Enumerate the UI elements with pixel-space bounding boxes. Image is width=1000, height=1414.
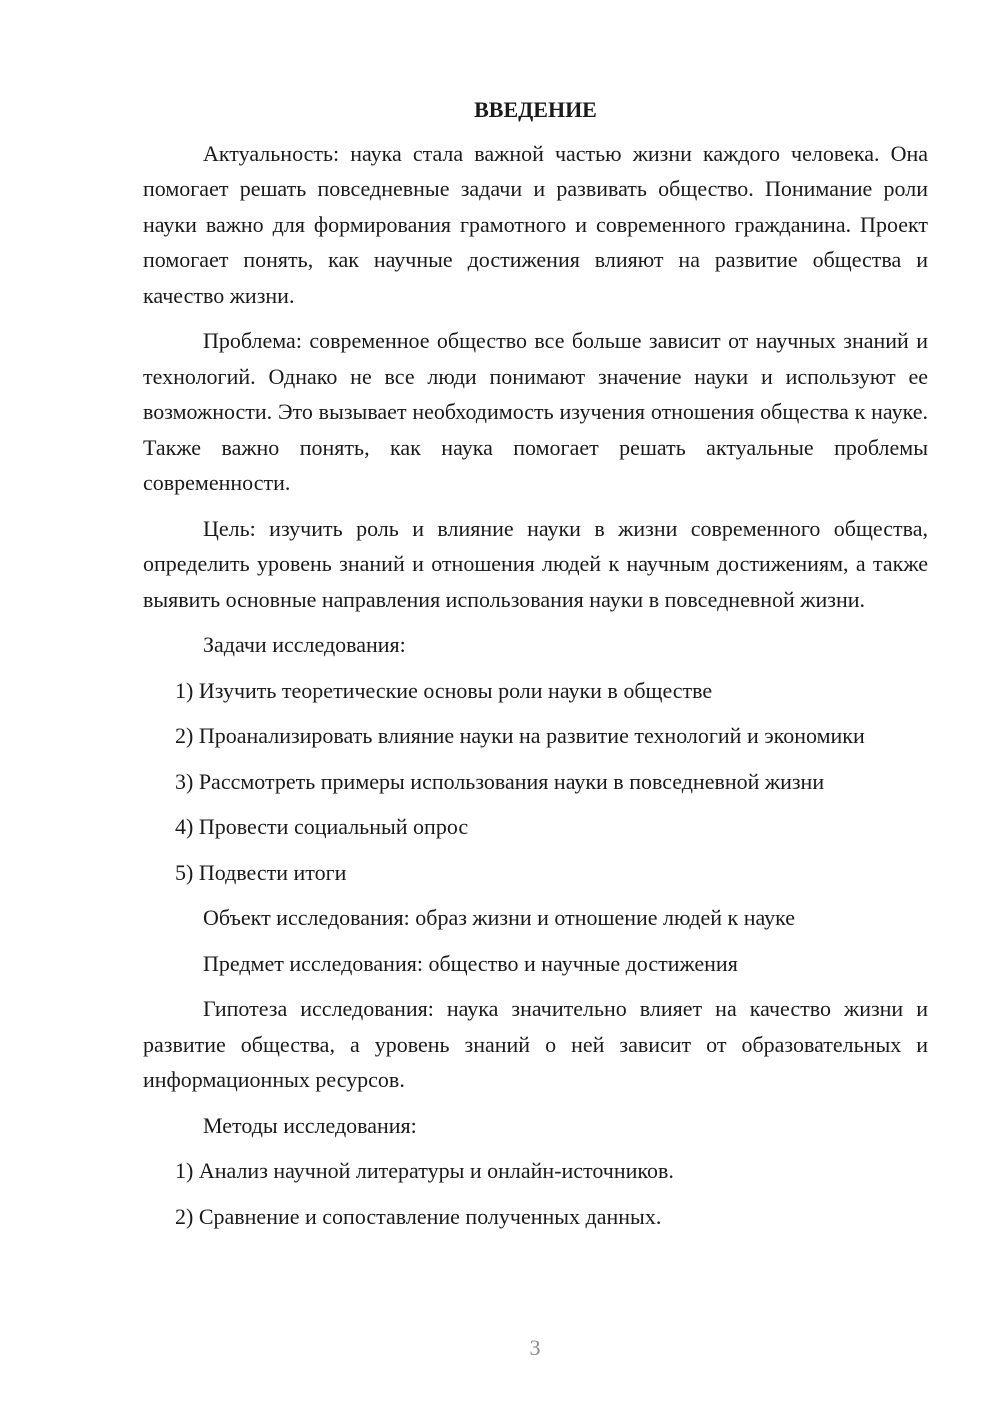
relevance-paragraph: Актуальность: наука стала важной частью жизни каждого человека. Она помогает решать повседневные задачи и развивать общество. Понимание роли науки важно для формирования грамотного и современного гражданина. Проект помогает понять, как научные достижения влияют на развитие общества и качество жизни. xyxy=(143,140,928,308)
subject-line: Предмет исследования: общество и научные достижения xyxy=(203,950,738,976)
goal-paragraph: Цель: изучить роль и влияние науки в жизни современного общества, определить уровень знаний и отношения людей к научным достижениям, а также выявить основные направления использования науки в повседневной жизни. xyxy=(143,515,928,612)
task-item-1: 1) Изучить теоретические основы роли науки в обществе xyxy=(175,677,713,703)
tasks-title: Задачи исследования: xyxy=(203,632,406,657)
task-item-4: 4) Провести социальный опрос xyxy=(175,814,469,839)
hypothesis-paragraph: Гипотеза исследования: наука значительно влияет на качество жизни и развитие общества, а уровень знаний о ней зависит от образовательных и информационных ресурсов. xyxy=(143,996,928,1092)
task-item-5: 5) Подвести итоги xyxy=(175,859,347,885)
object-line: Объект исследования: образ жизни и отношение людей к науке xyxy=(203,905,796,930)
method-item-1: 1) Анализ научной литературы и онлайн-источников. xyxy=(175,1158,674,1183)
methods-title: Методы исследования: xyxy=(203,1112,417,1138)
method-item-2: 2) Сравнение и сопоставление полученных данных. xyxy=(175,1203,662,1229)
document-page xyxy=(143,92,928,1244)
task-item-2: 2) Проанализировать влияние науки на развитие технологий и экономики xyxy=(175,723,865,748)
page-heading: ВВЕДЕНИЕ xyxy=(474,97,597,122)
task-item-3: 3) Рассмотреть примеры использования науки в повседневной жизни xyxy=(175,768,825,794)
problem-paragraph: Проблема: современное общество все больше зависит от научных знаний и технологий. Однако не все люди понимают значение науки и используют ее возможности. Это вызывает необходимость изучения отношения общества к науке. Также важно понять, как наука помогает решать актуальные проблемы современности. xyxy=(143,328,928,495)
page-number: 3 xyxy=(529,1335,541,1360)
